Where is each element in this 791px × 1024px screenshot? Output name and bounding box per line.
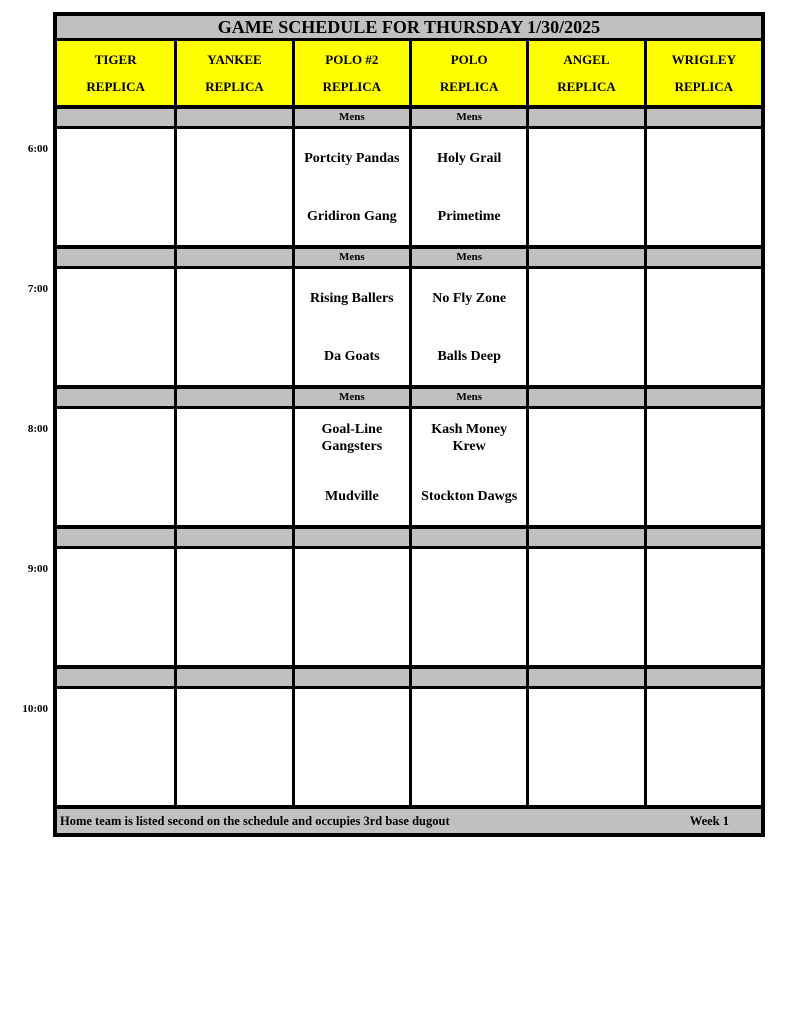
home-team-name <box>647 187 761 245</box>
home-team-name: Primetime <box>437 208 501 224</box>
game-cell <box>526 409 643 525</box>
game-cell <box>644 129 761 245</box>
division-strip-row <box>57 249 761 269</box>
away-team-name <box>529 689 643 747</box>
field-name: POLO <box>450 51 488 67</box>
division-strip-cell <box>174 529 291 546</box>
division-strip-cell <box>644 529 761 546</box>
time-label: 10:00 <box>22 703 48 715</box>
division-strip-cell <box>409 669 526 686</box>
time-slot-row <box>27 549 761 669</box>
division-strip-row <box>57 389 761 409</box>
home-team-name <box>177 327 291 385</box>
game-cell <box>174 549 291 665</box>
division-strip-cell <box>644 109 761 126</box>
division-strip-cell <box>57 109 174 126</box>
game-cell <box>526 129 643 245</box>
time-label: 8:00 <box>27 423 48 435</box>
away-team-name: Kash Money Krew <box>431 422 508 454</box>
away-team-name <box>295 549 409 607</box>
division-strip-cell <box>57 669 174 686</box>
away-team-name <box>647 549 761 607</box>
field-header-tiger-replica <box>57 41 174 105</box>
division-strip-cell <box>174 249 291 266</box>
division-strip-cell <box>57 249 174 266</box>
game-cell <box>292 689 409 805</box>
game-cell <box>526 689 643 805</box>
home-team-name: Mudville <box>324 488 379 504</box>
division-strip-row <box>57 669 761 689</box>
home-team-name <box>529 747 643 805</box>
away-team-name <box>529 549 643 607</box>
field-type: REPLICA <box>674 78 734 94</box>
division-strip-cell: Mens <box>409 249 526 266</box>
division-strip-cell <box>644 669 761 686</box>
away-team-name <box>647 689 761 747</box>
home-team-name <box>529 187 643 245</box>
game-cell <box>292 549 409 665</box>
home-team-name <box>57 747 174 805</box>
division-strip-cell <box>526 109 643 126</box>
division-strip-cell <box>57 529 174 546</box>
field-header-angel-replica <box>526 41 643 105</box>
away-team-name <box>412 549 526 607</box>
division-strip-cell: Mens <box>409 389 526 406</box>
home-team-name <box>647 607 761 665</box>
game-cell <box>644 409 761 525</box>
away-team-name <box>177 269 291 327</box>
field-header-polo-replica <box>409 41 526 105</box>
home-team-name <box>412 607 526 665</box>
game-cell <box>526 549 643 665</box>
field-type: REPLICA <box>322 78 382 94</box>
game-cell <box>57 549 174 665</box>
division-strip-cell <box>57 389 174 406</box>
home-team-name <box>647 327 761 385</box>
home-team-name <box>529 467 643 525</box>
away-team-name <box>57 129 174 187</box>
away-team-name <box>647 409 761 467</box>
game-cell <box>409 549 526 665</box>
field-header-yankee-replica <box>174 41 291 105</box>
game-cell <box>409 269 526 385</box>
game-cell <box>409 689 526 805</box>
game-cell <box>57 269 174 385</box>
home-team-name: Balls Deep <box>437 348 501 364</box>
week-label: Week 1 <box>689 814 729 828</box>
time-label: 6:00 <box>27 143 48 155</box>
away-team-name <box>57 269 174 327</box>
division-strip-cell: Mens <box>292 109 409 126</box>
home-team-name: Da Goats <box>324 348 380 364</box>
away-team-name <box>177 129 291 187</box>
game-cell <box>644 689 761 805</box>
field-name: YANKEE <box>207 51 262 67</box>
time-slot-row <box>27 269 761 389</box>
home-team-name <box>647 467 761 525</box>
away-team-name <box>177 689 291 747</box>
division-strip-cell <box>174 389 291 406</box>
division-strip-cell <box>292 529 409 546</box>
field-name: WRIGLEY <box>671 51 736 67</box>
field-header-wrigley-replica <box>644 41 761 105</box>
home-team-name <box>647 747 761 805</box>
field-name: POLO #2 <box>325 51 379 67</box>
division-strip-cell: Mens <box>409 109 526 126</box>
home-team-name <box>295 747 409 805</box>
away-team-name: No Fly Zone <box>432 290 507 306</box>
away-team-name <box>177 409 291 467</box>
home-team-name: Stockton Dawgs <box>421 488 518 504</box>
away-team-name <box>647 269 761 327</box>
home-team-name <box>57 327 174 385</box>
field-name: ANGEL <box>563 51 610 67</box>
division-strip-row <box>57 109 761 129</box>
home-team-name <box>57 607 174 665</box>
game-cell <box>409 129 526 245</box>
home-team-name <box>529 607 643 665</box>
game-cell <box>292 129 409 245</box>
time-label: 9:00 <box>27 563 48 575</box>
home-team-name <box>412 747 526 805</box>
field-type: REPLICA <box>86 78 145 94</box>
home-team-name <box>177 747 291 805</box>
division-strip-cell <box>292 669 409 686</box>
division-strip-cell <box>644 249 761 266</box>
field-type: REPLICA <box>205 78 264 94</box>
game-cell <box>292 409 409 525</box>
away-team-name: Portcity Pandas <box>304 150 400 166</box>
game-cell <box>526 269 643 385</box>
field-name: TIGER <box>94 51 137 67</box>
division-strip-cell <box>526 529 643 546</box>
game-cell <box>174 269 291 385</box>
home-team-name <box>529 327 643 385</box>
game-schedule-table <box>22 12 765 837</box>
away-team-name <box>177 549 291 607</box>
footer-bar <box>57 809 761 833</box>
away-team-name <box>529 129 643 187</box>
game-cell <box>292 269 409 385</box>
division-strip-cell <box>174 669 291 686</box>
away-team-name <box>295 689 409 747</box>
game-cell <box>57 409 174 525</box>
away-team-name <box>529 409 643 467</box>
schedule-title-bar <box>57 16 761 41</box>
home-team-name <box>177 187 291 245</box>
division-strip-cell <box>174 109 291 126</box>
time-slot-row <box>22 689 761 809</box>
home-team-name <box>57 187 174 245</box>
game-cell <box>409 409 526 525</box>
time-label: 7:00 <box>27 283 48 295</box>
division-strip-cell <box>409 529 526 546</box>
game-cell <box>57 689 174 805</box>
division-strip-cell: Mens <box>292 389 409 406</box>
division-strip-cell <box>526 389 643 406</box>
away-team-name <box>412 689 526 747</box>
field-header-row <box>57 41 761 109</box>
away-team-name: Goal-Line Gangsters <box>321 422 383 454</box>
footer-note: Home team is listed second on the schedule and occupies 3rd base dugout <box>60 814 450 828</box>
game-cell <box>174 689 291 805</box>
game-cell <box>174 409 291 525</box>
away-team-name <box>57 549 174 607</box>
away-team-name <box>57 689 174 747</box>
home-team-name: Gridiron Gang <box>307 208 397 224</box>
division-strip-cell <box>644 389 761 406</box>
game-cell <box>644 269 761 385</box>
home-team-name <box>57 467 174 525</box>
division-strip-cell <box>526 249 643 266</box>
field-header-polo2-replica <box>292 41 409 105</box>
field-type: REPLICA <box>439 78 499 94</box>
schedule-title: GAME SCHEDULE FOR THURSDAY 1/30/2025 <box>217 17 601 37</box>
division-strip-cell: Mens <box>292 249 409 266</box>
game-cell <box>174 129 291 245</box>
game-cell <box>644 549 761 665</box>
away-team-name <box>57 409 174 467</box>
home-team-name <box>295 607 409 665</box>
game-cell <box>57 129 174 245</box>
away-team-name <box>647 129 761 187</box>
field-type: REPLICA <box>557 78 616 94</box>
home-team-name <box>177 467 291 525</box>
away-team-name: Rising Ballers <box>310 290 394 306</box>
time-slot-row <box>27 409 761 529</box>
away-team-name <box>529 269 643 327</box>
home-team-name <box>177 607 291 665</box>
division-strip-cell <box>526 669 643 686</box>
division-strip-row <box>57 529 761 549</box>
away-team-name: Holy Grail <box>437 150 502 166</box>
time-slot-row <box>27 129 761 249</box>
